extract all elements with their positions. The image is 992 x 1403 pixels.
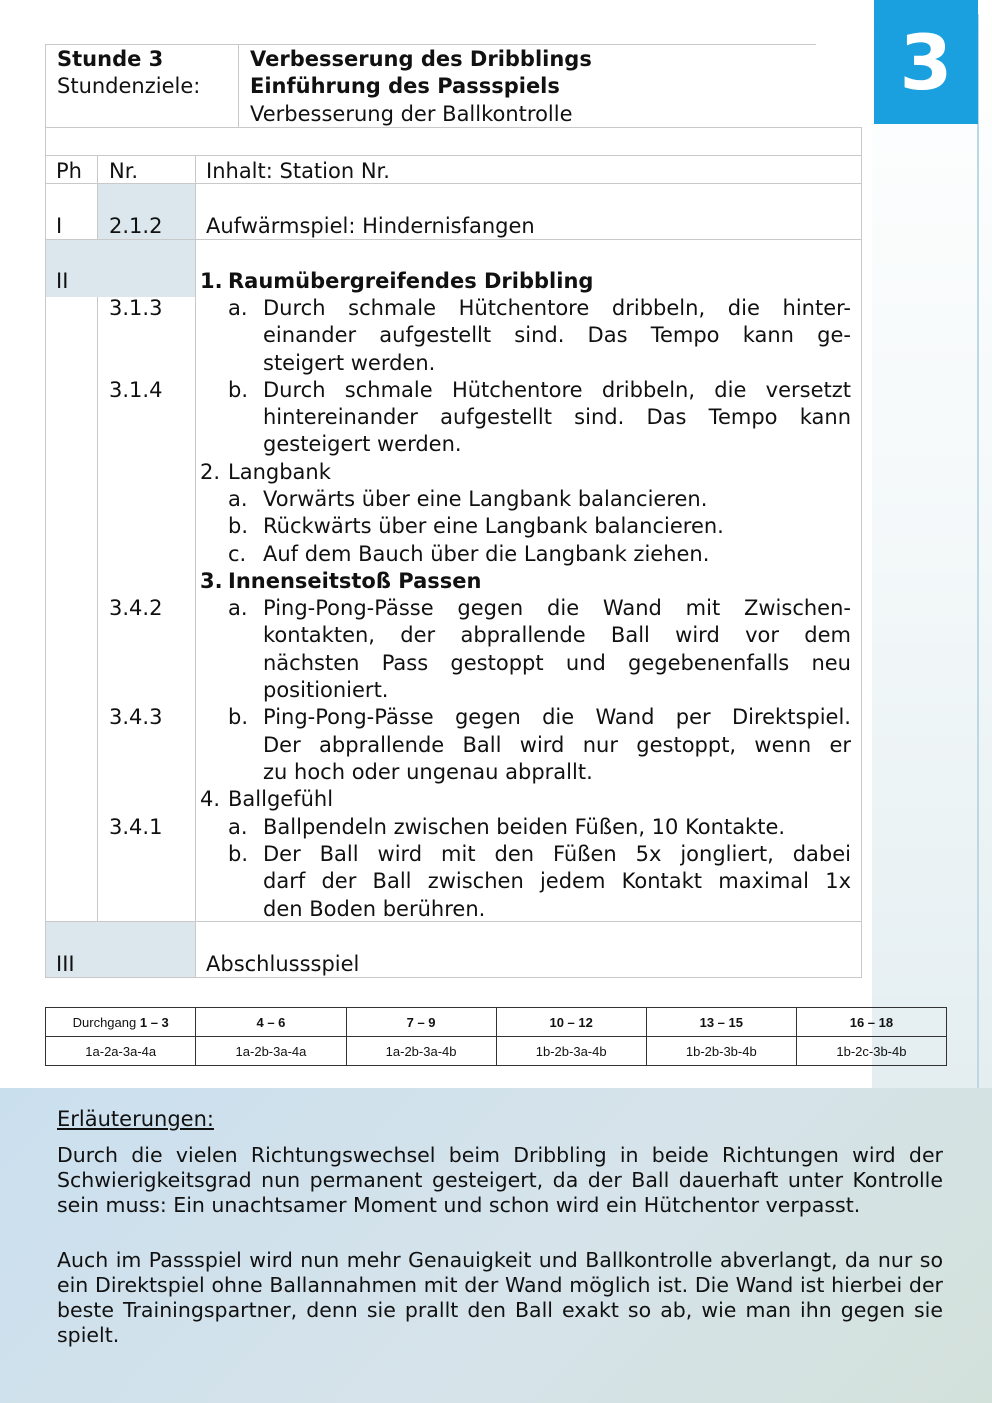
durchgang-combo-3: 1a-2b-3a-4b [346,1037,496,1066]
goal-1: Verbesserung des Dribblings [250,47,592,71]
durchgang-combo-5: 1b-2b-3b-4b [646,1037,796,1066]
item-1a-line-3: steigert werden. [263,351,436,375]
item-4b-line-2: darf der Ball zwischen jedem Kontakt maximal 1x [263,869,851,893]
item-1b-line-3: gesteigert werden. [263,432,462,456]
section-1-title: Raumübergreifendes Dribbling [228,269,594,293]
item-3b-line-1: Ping-Pong-Pässe gegen die Wand per Direktspiel. [263,705,851,729]
chapter-number: 3 [899,17,953,107]
section-2-num: 2. [200,460,221,484]
letter-1b: b. [228,378,249,402]
nr-3-4-1: 3.4.1 [109,815,163,839]
item-3a-line-3: nächsten Pass gestoppt und gegebenenfalls neu [263,651,851,675]
phase-1-ph: I [56,214,63,238]
nr-3-4-2: 3.4.2 [109,596,163,620]
durchgang-combo-2: 1a-2b-3a-4a [196,1037,346,1066]
item-1b-line-2: hintereinander aufgestellt sind. Das Tempo kann [263,405,851,429]
item-4b-line-1: Der Ball wird mit den Füßen 5x jongliert, dabei [263,842,851,866]
section-1-num: 1. [200,269,223,293]
durchgang-range-4: 10 – 12 [496,1008,646,1037]
durchgang-range-5: 13 – 15 [646,1008,796,1037]
chapter-tab [874,0,978,124]
durchgang-header-row [46,1008,947,1037]
letter-3b: b. [228,705,249,729]
lesson-label: Stunde 3 [57,47,164,71]
letter-2c: c. [228,542,247,566]
nr-3-1-3: 3.1.3 [109,296,163,320]
durchgang-combo-6: 1b-2c-3b-4b [796,1037,946,1066]
phase-3-ph: III [56,952,75,976]
col-ph: Ph [56,159,82,183]
letter-2a: a. [228,487,248,511]
item-4a: Ballpendeln zwischen beiden Füßen, 10 Kontakte. [263,815,786,839]
item-3b-line-3: zu hoch oder ungenau abprallt. [263,760,593,784]
item-2c: Auf dem Bauch über die Langbank ziehen. [263,542,710,566]
notes-panel [0,1088,992,1403]
durchgang-table [45,1007,947,1066]
letter-4a: a. [228,815,248,839]
item-2b: Rückwärts über eine Langbank balancieren. [263,514,724,538]
letter-2b: b. [228,514,249,538]
durchgang-combo-1: 1a-2a-3a-4a [46,1037,196,1066]
item-1a-line-1: Durch schmale Hütchentore dribbeln, die hinter- [263,296,851,320]
letter-3a: a. [228,596,248,620]
item-3a-line-1: Ping-Pong-Pässe gegen die Wand mit Zwischen- [263,596,851,620]
item-3b-line-2: Der abprallende Ball wird nur gestoppt, wenn er [263,733,851,757]
phase-1-nr: 2.1.2 [109,214,163,238]
letter-4b: b. [228,842,249,866]
letter-1a: a. [228,296,248,320]
col-nr: Nr. [109,159,139,183]
nr-3-4-3: 3.4.3 [109,705,163,729]
durchgang-range-3: 7 – 9 [346,1008,496,1037]
notes-heading: Erläuterungen: [57,1107,214,1131]
item-1b-line-1: Durch schmale Hütchentore dribbeln, die versetzt [263,378,851,402]
durchgang-combo-4: 1b-2b-3a-4b [496,1037,646,1066]
goal-3: Verbesserung der Ballkontrolle [250,102,573,126]
nr-3-1-4: 3.1.4 [109,378,163,402]
durchgang-range-2: 4 – 6 [196,1008,346,1037]
item-1a-line-2: einander aufgestellt sind. Das Tempo kann ge- [263,323,851,347]
phase-1-content: Aufwärmspiel: Hindernisfangen [206,214,535,238]
section-2-title: Langbank [228,460,331,484]
phase-3-content: Abschlussspiel [206,952,360,976]
section-4-title: Ballgefühl [228,787,334,811]
durchgang-range-1: Durchgang 1 – 3 [46,1008,196,1037]
durchgang-range-6: 16 – 18 [796,1008,946,1037]
durchgang-combo-row [46,1037,947,1066]
item-3a-line-4: positioniert. [263,678,389,702]
section-3-title: Innenseitstoß Passen [228,569,482,593]
phase-2-ph: II [56,269,69,293]
goal-2: Einführung des Passspiels [250,74,560,98]
notes-paragraph-1: Durch die vielen Richtungswechsel beim Dribbling in beide Richtungen wird der Schwierigkeitsgrad nun permanent gesteigert, da der Ball dauerhaft unter Kontrolle sein muss: Ein unachtsamer Moment und schon wird ein Hütchentor verpasst. [57,1143,943,1218]
item-2a: Vorwärts über eine Langbank balancieren. [263,487,708,511]
item-4b-line-3: den Boden berühren. [263,897,486,921]
section-3-num: 3. [200,569,223,593]
notes-paragraph-2: Auch im Passspiel wird nun mehr Genauigkeit und Ballkontrolle abverlangt, da nur so ein Direktspiel ohne Ballannahmen mit der Wand möglich ist. Die Wand ist hierbei der beste Trainingspartner, denn sie prallt den Ball exakt so ab, wie man ihn gegen sie spielt. [57,1248,943,1348]
item-3a-line-2: kontakten, der abprallende Ball wird vor dem [263,623,851,647]
section-4-num: 4. [200,787,221,811]
goals-label: Stundenziele: [57,74,201,98]
col-content: Inhalt: Station Nr. [206,159,390,183]
